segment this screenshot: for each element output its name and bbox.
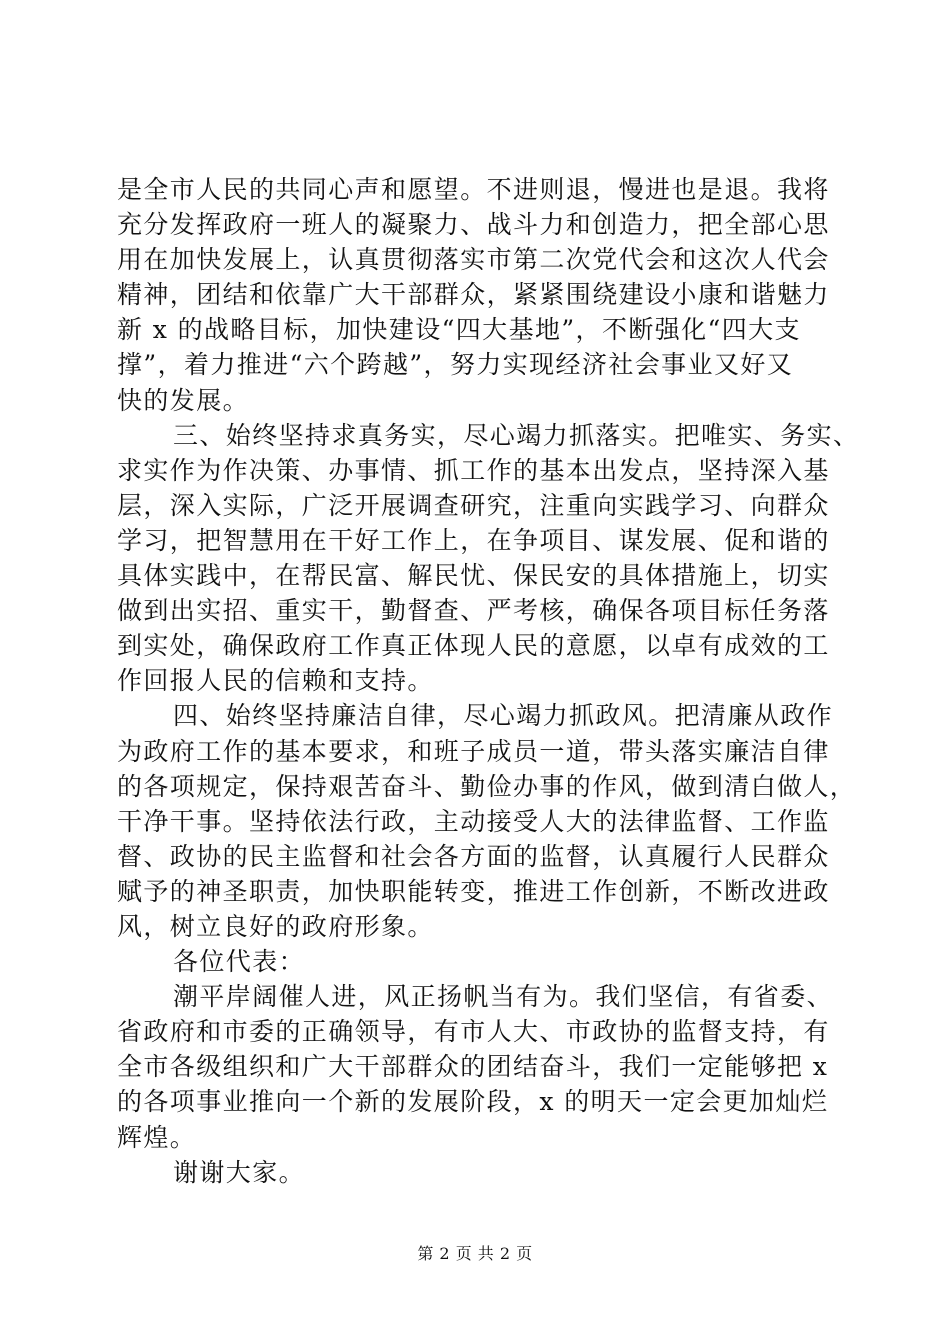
text-line: 充分发挥政府一班人的凝聚力、战斗力和创造力，把全部心思 <box>117 210 830 240</box>
text-line: 撑”，着力推进“六个跨越”，努力实现经济社会事业又好又 <box>117 350 794 380</box>
text-line: 用在加快发展上，认真贯彻落实市第二次党代会和这次人代会 <box>117 245 830 275</box>
text-line: 是全市人民的共同心声和愿望。不进则退，慢进也是退。我将 <box>117 175 830 204</box>
text-line: 四、始终坚持廉洁自律，尽心竭力抓政风。把清廉从政作 <box>173 701 834 731</box>
text-line: 干净干事。坚持依法行政，主动接受人大的法律监督、工作监 <box>117 806 830 836</box>
text-line: 新 x 的战略目标，加快建设“四大基地”，不断强化“四大支 <box>117 315 801 345</box>
text-line: 做到出实招、重实干，勤督查、严考核，确保各项目标任务落 <box>117 596 830 626</box>
text-line: 全市各级组织和广大干部群众的团结奋斗，我们一定能够把 x <box>117 1052 829 1082</box>
text-line: 的各项事业推向一个新的发展阶段，x 的明天一定会更加灿烂 <box>117 1087 829 1117</box>
text-line: 督、政协的民主监督和社会各方面的监督，认真履行人民群众 <box>117 841 830 871</box>
document-body <box>117 172 860 1190</box>
text-line: 为政府工作的基本要求，和班子成员一道，带头落实廉洁自律 <box>117 736 830 766</box>
text-line: 层，深入实际，广泛开展调查研究，注重向实践学习、向群众 <box>117 490 830 520</box>
text-line: 各位代表： <box>173 947 306 977</box>
text-line: 精神，团结和依靠广大干部群众，紧紧围绕建设小康和谐魅力 <box>117 280 830 310</box>
text-line: 具体实践中，在帮民富、解民忧、保民安的具体措施上，切实 <box>117 561 830 591</box>
text-line: 风，树立良好的政府形象。 <box>117 911 434 941</box>
page-footer: 第 2 页 共 2 页 <box>417 1244 533 1263</box>
text-line: 作回报人民的信赖和支持。 <box>117 666 434 696</box>
text-line: 求实作为作决策、办事情、抓工作的基本出发点，坚持深入基 <box>117 455 830 485</box>
text-line: 省政府和市委的正确领导，有市人大、市政协的监督支持，有 <box>117 1017 830 1047</box>
text-line: 潮平岸阔催人进，风正扬帆当有为。我们坚信，有省委、 <box>173 982 834 1012</box>
text-line: 辉煌。 <box>117 1122 197 1152</box>
text-line: 三、始终坚持求真务实，尽心竭力抓落实。把唯实、务实、 <box>173 420 860 450</box>
text-line: 的各项规定，保持艰苦奋斗、勤俭办事的作风，做到清白做人， <box>117 771 857 801</box>
text-line: 到实处，确保政府工作真正体现人民的意愿，以卓有成效的工 <box>117 631 830 661</box>
text-line: 快的发展。 <box>117 385 250 415</box>
text-line: 赋予的神圣职责，加快职能转变，推进工作创新，不断改进政 <box>117 876 830 906</box>
text-line: 谢谢大家。 <box>173 1157 306 1187</box>
text-line: 学习，把智慧用在干好工作上，在争项目、谋发展、促和谐的 <box>117 525 830 555</box>
